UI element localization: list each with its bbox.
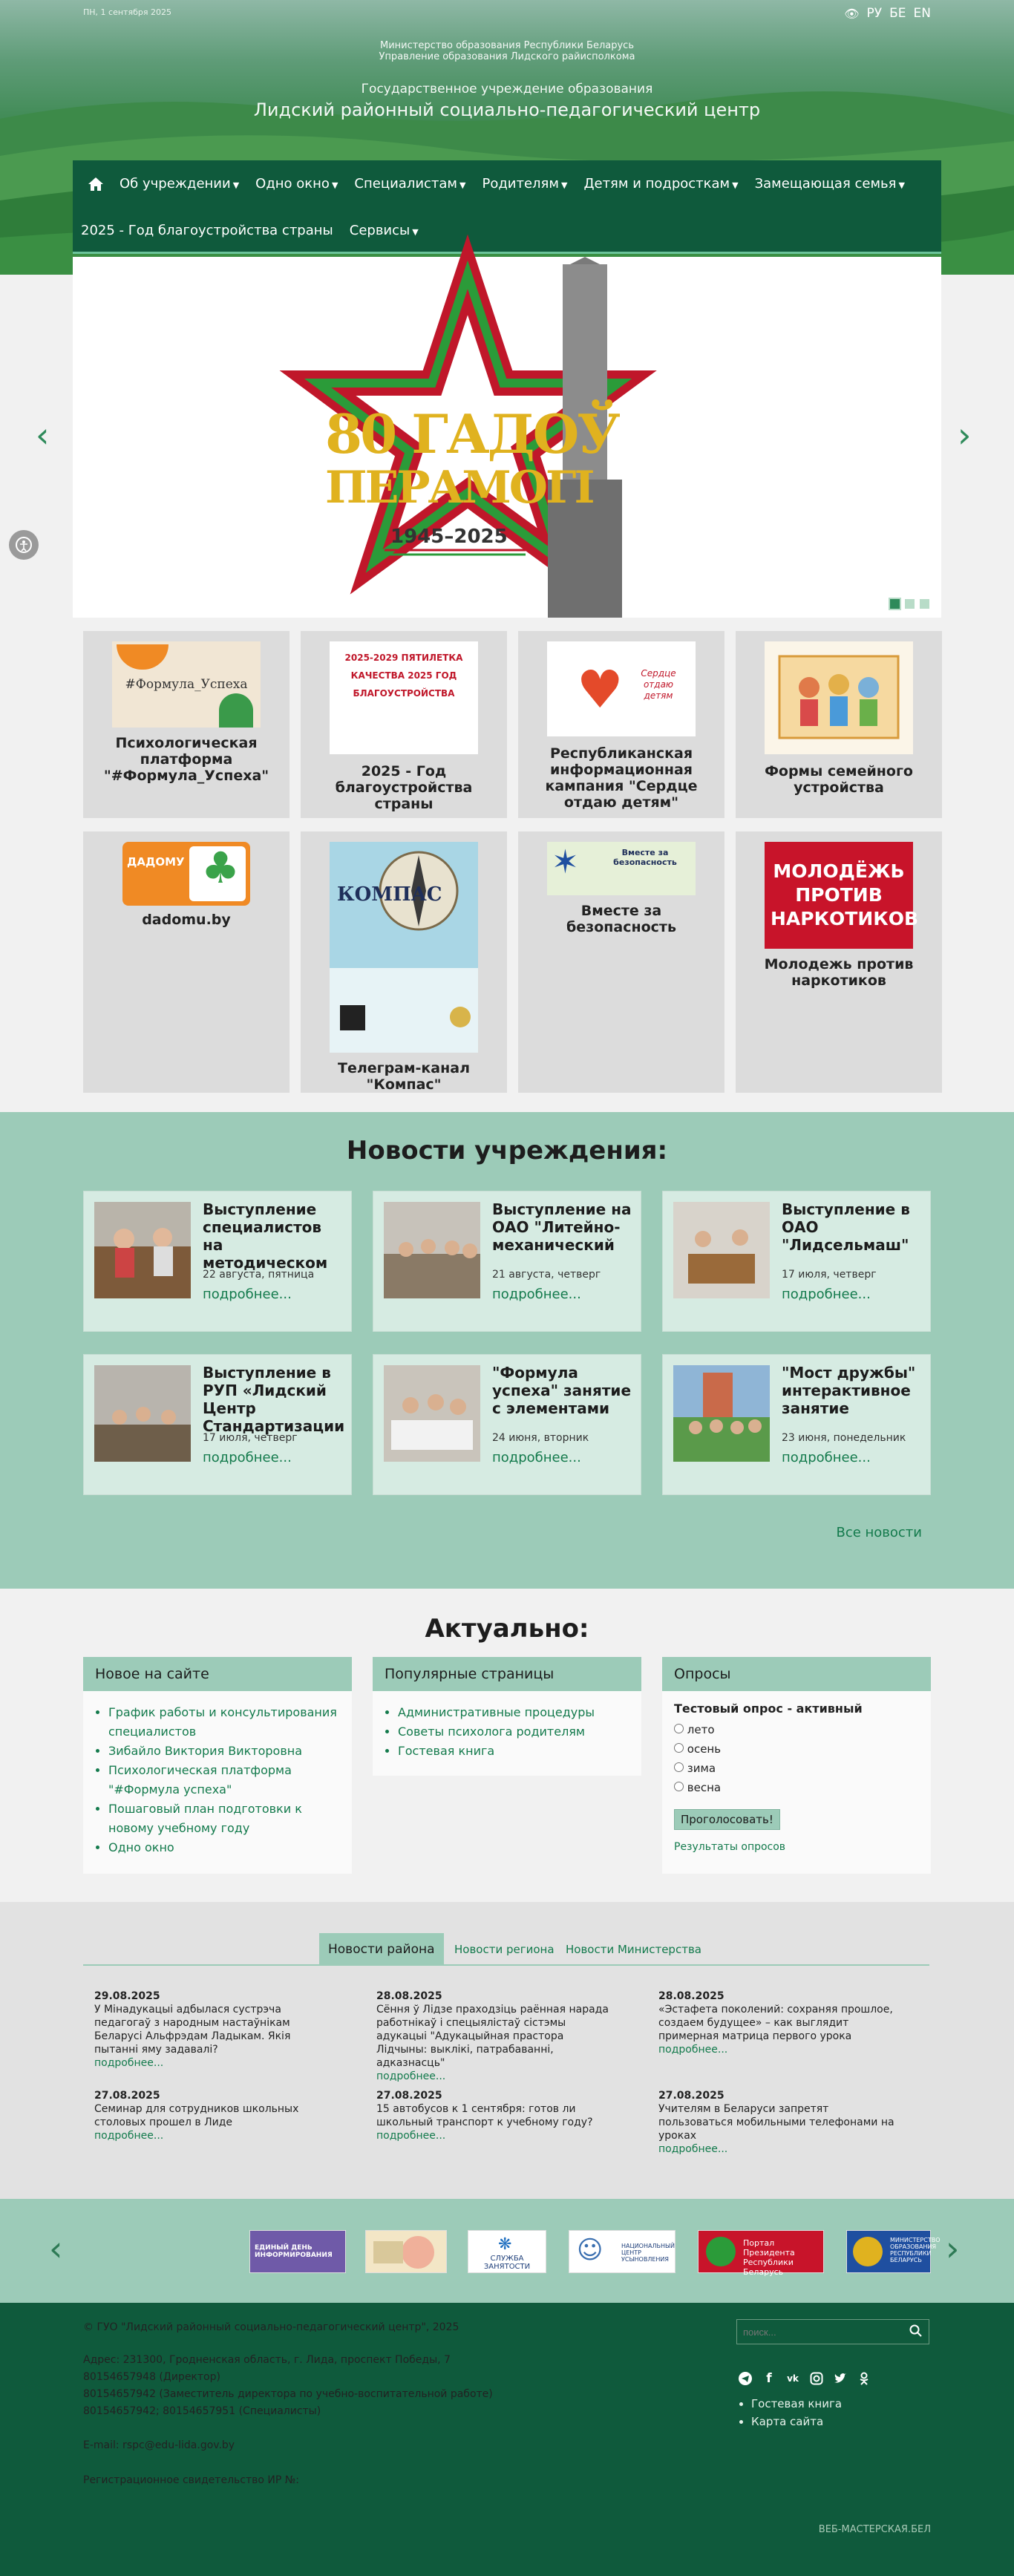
news-more-link[interactable]: подробнее... — [376, 2130, 446, 2142]
slider-dots — [890, 599, 929, 609]
lang-be[interactable]: БЕ — [889, 6, 906, 21]
language-switcher — [844, 6, 931, 21]
lang-ru[interactable]: РУ — [866, 6, 883, 21]
news-date: 27.08.2025 — [376, 2090, 442, 2102]
news-date: 28.08.2025 — [376, 1990, 442, 2002]
emergency-emblem-icon: ✶ — [552, 843, 579, 881]
card-image — [765, 842, 918, 949]
news-text[interactable]: Семинар для сотрудников школьных столовых прошел в Лиде — [94, 2103, 299, 2128]
news-date: 22 августа, пятница — [203, 1269, 315, 1281]
vk-icon[interactable]: vk — [787, 2373, 799, 2384]
card-image-text: #Формула_Успеха — [125, 677, 248, 692]
sitemap-link[interactable]: • Карта сайта — [751, 2413, 842, 2430]
poll-option-radio[interactable] — [674, 1782, 684, 1791]
box-title: Новое на сайте — [83, 1657, 352, 1691]
news-item[interactable] — [83, 1354, 352, 1495]
footer-registration: Регистрационное свидетельство ИР №: — [83, 2474, 300, 2486]
slider-next-arrow[interactable]: › — [958, 415, 972, 455]
popular-link[interactable]: • Гостевая книга — [398, 1742, 629, 1761]
partner-logo-text: СЛУЖБА ЗАНЯТОСТИ — [483, 2255, 531, 2271]
slide-caption-bottom: ПЕРАМОГІ — [325, 462, 593, 514]
partner-logo-2[interactable] — [365, 2230, 447, 2273]
news-title[interactable]: Выступление в ОАО "Лидсельмаш" — [782, 1200, 910, 1254]
lang-en[interactable]: EN — [913, 6, 931, 21]
social-links — [738, 2371, 871, 2386]
district-news-item[interactable] — [376, 1990, 614, 2083]
news-more-link[interactable]: подробнее... — [658, 2044, 728, 2056]
card-title: Республиканская информационная кампания "Сердце отдаю детям" — [545, 745, 698, 811]
card-image-text: 2025-2029 ПЯТИЛЕТКА КАЧЕСТВА 2025 ГОД БЛАГОУСТРОЙСТВА — [344, 653, 463, 699]
slider-prev-arrow[interactable]: ‹ — [36, 415, 50, 455]
news-item[interactable] — [662, 1191, 931, 1332]
box-title: Популярные страницы — [373, 1657, 641, 1691]
tab-region-news[interactable]: Новости региона — [454, 1943, 555, 1956]
partner-logo-text: НАЦИОНАЛЬНЫЙ ЦЕНТР УСЫНОВЛЕНИЯ — [621, 2243, 676, 2263]
card-image-text: ДАДОМУ — [127, 855, 185, 869]
card-image — [122, 842, 250, 906]
instagram-icon[interactable] — [809, 2371, 824, 2386]
card-title: Телеграм-канал "Компас" — [338, 1060, 470, 1093]
news-more-link[interactable]: подробнее... — [94, 2130, 164, 2142]
new-link[interactable]: • Пошаговый план подготовки к новому учебному году — [108, 1799, 340, 1838]
card-image-text: Сердце отдаю детям — [641, 668, 676, 701]
new-link[interactable]: • График работы и консультирования специалистов — [108, 1703, 340, 1742]
state-emblem-icon — [706, 2237, 736, 2266]
footer-search — [736, 2319, 929, 2344]
partners-prev-arrow[interactable]: ‹ — [49, 2229, 63, 2269]
news-more-link[interactable]: подробнее... — [782, 1287, 871, 1302]
news-photo — [384, 1365, 480, 1462]
news-photo — [673, 1202, 770, 1298]
news-title: Новости учреждения: — [346, 1136, 668, 1166]
site-title[interactable]: Лидский районный социально-педагогический центр — [253, 99, 761, 120]
chevron-down-icon: ▼ — [412, 227, 419, 237]
news-more-link[interactable]: подробнее... — [658, 2143, 728, 2155]
popular-pages-box — [373, 1657, 641, 1776]
partner-logo-employment[interactable] — [468, 2230, 546, 2273]
footer-email[interactable]: E-mail: rspc@edu-lida.gov.by — [83, 2439, 235, 2451]
slider-dot-3[interactable] — [920, 599, 929, 609]
card-compass-telegram[interactable] — [301, 831, 507, 1093]
card-title: Психологическая платформа "#Формула_Успеха" — [103, 735, 269, 784]
chevron-down-icon: ▼ — [232, 180, 240, 190]
news-more-link[interactable]: подробнее... — [94, 2057, 164, 2069]
poll-option-radio[interactable] — [674, 1724, 684, 1733]
district-news-item[interactable] — [658, 2089, 896, 2156]
actual-title: Актуально: — [425, 1614, 589, 1644]
news-more-link[interactable]: подробнее... — [782, 1450, 871, 1465]
news-date: 17 июля, четверг — [782, 1269, 877, 1281]
poll-option-radio[interactable] — [674, 1743, 684, 1753]
news-date: 28.08.2025 — [658, 1990, 724, 2002]
poll-question: Тестовый опрос - активный — [674, 1701, 863, 1716]
district-news-item[interactable] — [376, 2089, 614, 2142]
news-date: 17 июля, четверг — [203, 1432, 298, 1444]
nav-specialists[interactable]: Специалистам ▼ — [354, 176, 466, 192]
card-title: Формы семейного устройства — [765, 763, 913, 796]
card-image-text: МОЛОДЁЖЬ ПРОТИВ НАРКОТИКОВ — [771, 860, 918, 929]
news-title[interactable]: Выступление на ОАО "Литейно-механический — [492, 1200, 632, 1254]
news-photo — [94, 1365, 191, 1462]
poll-results-link[interactable]: Результаты опросов — [674, 1841, 786, 1853]
search-icon[interactable] — [909, 2324, 923, 2341]
chevron-down-icon: ▼ — [459, 180, 466, 190]
new-link[interactable]: • Психологическая платформа "#Формула успеха" — [108, 1761, 340, 1799]
card-formula-success[interactable] — [83, 631, 290, 818]
card-image — [547, 842, 696, 895]
news-title[interactable]: Выступление специалистов на методическом — [203, 1200, 328, 1272]
popular-link[interactable]: • Советы психолога родителям — [398, 1722, 629, 1742]
card-image — [330, 842, 478, 1053]
vote-button[interactable]: Проголосовать! — [674, 1809, 780, 1830]
main-navigation — [73, 160, 941, 254]
news-photo — [673, 1365, 770, 1462]
poll-option-label: зима — [687, 1762, 716, 1775]
news-text[interactable]: 15 автобусов к 1 сентября: готов ли школьный транспорт к учебному году? — [376, 2103, 593, 2128]
card-dadomu[interactable] — [83, 831, 290, 1093]
district-news-item[interactable] — [658, 1990, 896, 2056]
employment-icon: ❋ — [498, 2235, 512, 2254]
odnoklassniki-icon[interactable] — [857, 2371, 871, 2386]
twitter-icon[interactable] — [833, 2371, 848, 2386]
new-link[interactable]: • Одно окно — [108, 1838, 340, 1857]
all-news-link[interactable]: Все новости — [836, 1525, 922, 1540]
news-more-link[interactable]: подробнее... — [492, 1450, 581, 1465]
poll-option-radio[interactable] — [674, 1762, 684, 1772]
telegram-icon[interactable] — [738, 2371, 753, 2386]
chevron-down-icon: ▼ — [560, 180, 568, 190]
tab-ministry-news[interactable]: Новости Министерства — [566, 1943, 701, 1956]
news-date: 24 июня, вторник — [492, 1432, 589, 1444]
current-date: ПН, 1 сентября 2025 — [83, 7, 171, 17]
developer-credit[interactable]: ВЕБ-МАСТЕРСКАЯ.БЕЛ — [818, 2524, 931, 2535]
slide-caption-top: 80 ГАДОЎ — [325, 402, 618, 465]
partner-logo-text: МИНИСТЕРСТВО ОБРАЗОВАНИЯ РЕСПУБЛИКИ БЕЛАРУСЬ — [890, 2237, 941, 2263]
chevron-down-icon: ▼ — [732, 180, 739, 190]
card-family-placement[interactable] — [736, 631, 942, 818]
news-more-link[interactable]: подробнее... — [203, 1450, 292, 1465]
new-on-site-box — [83, 1657, 352, 1874]
tab-district-news[interactable]: Новости района — [319, 1933, 444, 1966]
news-item[interactable] — [83, 1191, 352, 1332]
partners-next-arrow[interactable]: › — [946, 2229, 960, 2269]
card-image — [765, 641, 913, 754]
org-type: Государственное учреждение образования — [361, 82, 653, 97]
polls-box — [662, 1657, 931, 1874]
facebook-icon[interactable]: f — [766, 2371, 772, 2386]
news-text[interactable]: У Мінадукацыі адбылася сустрэча педагогаў з народным настаўнікам Беларусі Альфрэдам Ладыкам. Якія пытанні яму задавалі? — [94, 2004, 291, 2056]
news-text[interactable]: Учителям в Беларуси запретят пользоваться мобильными телефонами на уроках — [658, 2103, 894, 2142]
partner-logo-ministry[interactable] — [846, 2230, 941, 2273]
accessibility-icon[interactable] — [9, 530, 39, 560]
partner-logo-adoption[interactable] — [569, 2230, 676, 2273]
card-image — [330, 641, 478, 754]
news-date: 29.08.2025 — [94, 1990, 160, 2002]
department-name: Управление образования Лидского райисполкома — [379, 51, 635, 62]
poll-option-label: осень — [687, 1742, 722, 1756]
slider-dot-1[interactable] — [890, 599, 900, 609]
nav-one-window[interactable]: Одно окно ▼ — [255, 176, 338, 192]
card-image — [112, 641, 261, 728]
nav-parents[interactable]: Родителям ▼ — [482, 176, 568, 192]
popular-link[interactable]: • Административные процедуры — [398, 1703, 629, 1722]
clover-icon: ♣ — [201, 843, 240, 893]
ministry-name: Министерство образования Республики Беларусь — [380, 40, 634, 51]
nav-foster-family[interactable]: Замещающая семья ▼ — [754, 176, 905, 192]
slider-dot-2[interactable] — [905, 599, 915, 609]
card-year-2025[interactable] — [301, 631, 507, 818]
chevron-down-icon: ▼ — [331, 180, 338, 190]
district-news-item[interactable] — [94, 1990, 332, 2070]
low-vision-icon[interactable]: 👁 — [844, 6, 860, 21]
new-link[interactable]: • Зибайло Виктория Викторовна — [108, 1742, 340, 1761]
news-more-link[interactable]: подробнее... — [492, 1287, 581, 1302]
nav-about[interactable]: Об учреждении ▼ — [120, 176, 240, 192]
state-emblem-icon — [853, 2237, 883, 2266]
poll-option-label: весна — [687, 1781, 722, 1794]
news-item[interactable] — [373, 1354, 641, 1495]
news-title[interactable]: "Формула успеха" занятие с элементами — [492, 1364, 632, 1417]
news-item[interactable] — [373, 1191, 641, 1332]
news-photo — [384, 1202, 480, 1298]
news-date: 27.08.2025 — [94, 2090, 160, 2102]
news-photo — [94, 1202, 191, 1298]
card-title: Вместе за безопасность — [566, 903, 676, 935]
footer-links — [751, 2395, 842, 2430]
news-section — [0, 1112, 1014, 1589]
card-youth-against-drugs[interactable] — [736, 831, 942, 1093]
news-item[interactable] — [662, 1354, 931, 1495]
news-title[interactable]: Выступление в РУП «Лидский Центр Стандартизации — [203, 1364, 345, 1435]
news-text[interactable]: Сёння ў Лідзе праходзіць раённая нарада работнікаў і спецыялістаў сістэмы адукацыі "Адукацыйная прастора Лідчыны: выклікі, патрабаванні, адказнасць" — [376, 2004, 609, 2069]
slide-years: 1945–2025 — [390, 526, 508, 548]
nav-children[interactable]: Детям и подросткам ▼ — [583, 176, 739, 192]
news-date: 27.08.2025 — [658, 2090, 724, 2102]
nav-year-2025[interactable]: 2025 - Год благоустройства страны — [81, 223, 333, 238]
news-text[interactable]: «Эстафета поколений: сохраняя прошлое, создаем будущее» – как выглядит примерная матрица первого урока — [658, 2004, 893, 2042]
card-image — [547, 641, 696, 736]
card-image-text: Вместе за безопасность — [613, 848, 677, 867]
footer-phone-specialists: 80154657942; 80154657951 (Специалисты) — [83, 2405, 321, 2417]
partner-logo-info-day[interactable] — [249, 2230, 346, 2273]
chevron-down-icon: ▼ — [898, 180, 905, 190]
card-safety[interactable] — [518, 831, 724, 1093]
search-input[interactable] — [737, 2320, 900, 2344]
news-date: 23 июня, понедельник — [782, 1432, 906, 1444]
poll-option-label: лето — [687, 1723, 715, 1736]
card-title: dadomu.by — [142, 912, 231, 928]
card-title: Молодежь против наркотиков — [764, 956, 914, 989]
box-title: Опросы — [662, 1657, 931, 1691]
partner-logo-president-portal[interactable] — [698, 2230, 824, 2277]
nav-services[interactable]: Сервисы ▼ — [349, 223, 419, 238]
footer-copyright: © ГУО "Лидский районный социально-педагогический центр", 2025 — [83, 2321, 459, 2333]
news-date: 21 августа, четверг — [492, 1269, 601, 1281]
news-more-link[interactable]: подробнее... — [203, 1287, 292, 1302]
news-tabs — [83, 1933, 929, 1966]
partner-logo-text: ЕДИНЫЙ ДЕНЬ ИНФОРМИРОВАНИЯ — [255, 2244, 333, 2259]
card-image-text: КОМПАС — [337, 883, 442, 906]
footer-phone-director: 80154657948 (Директор) — [83, 2371, 220, 2383]
heart-icon: ♥ — [577, 659, 624, 720]
family-icon: ☺ — [577, 2235, 604, 2265]
news-title[interactable]: "Мост дружбы" интерактивное занятие — [782, 1364, 916, 1417]
partner-logo-text: Портал Президента Республики Беларусь — [743, 2238, 795, 2277]
footer-address: Адрес: 231300, Гродненская область, г. Лида, проспект Победы, 7 — [83, 2354, 451, 2366]
home-icon[interactable] — [80, 177, 111, 192]
news-more-link[interactable]: подробнее... — [376, 2070, 446, 2082]
district-news-item[interactable] — [94, 2089, 332, 2142]
card-heart-to-children[interactable] — [518, 631, 724, 818]
guestbook-link[interactable]: • Гостевая книга — [751, 2395, 842, 2413]
card-title: 2025 - Год благоустройства страны — [335, 763, 473, 812]
banner-slider[interactable] — [73, 257, 941, 618]
footer-phone-deputy: 80154657942 (Заместитель директора по учебно-воспитательной работе) — [83, 2388, 493, 2400]
